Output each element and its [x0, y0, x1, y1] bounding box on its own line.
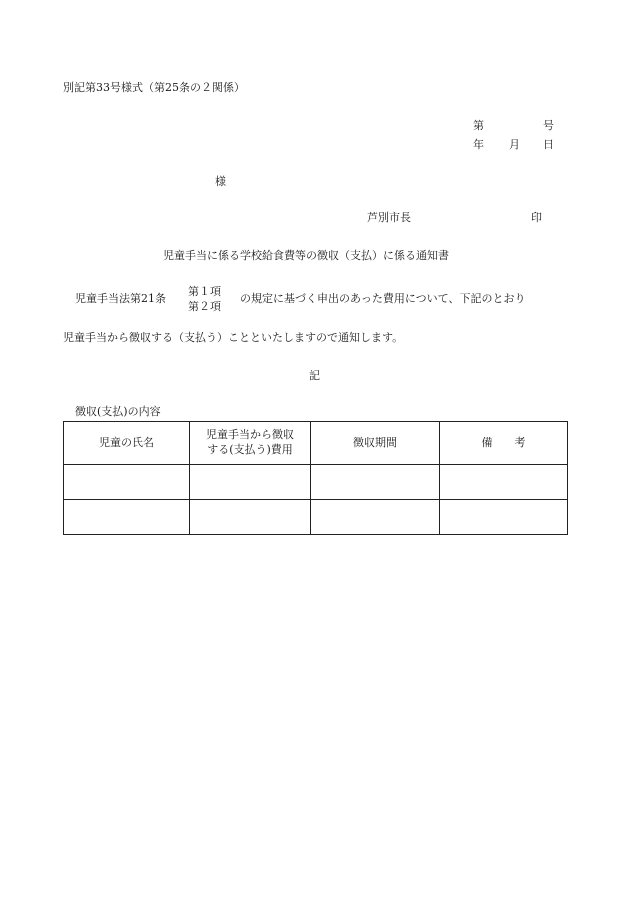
body-line-2: 児童手当から徴収する（支払う）ことといたしますので通知します。: [63, 331, 404, 344]
header-period: 徴収期間: [311, 422, 440, 465]
document-number-prefix: 第: [473, 119, 484, 132]
cell-period: [311, 465, 440, 500]
clause-option-1: 第１項: [188, 285, 221, 298]
table-header-row: [64, 422, 568, 465]
cell-fee: [190, 465, 311, 500]
cell-child-name: [64, 465, 190, 500]
addressee-honorific: 様: [215, 175, 226, 188]
document-number-suffix: 号: [543, 119, 554, 132]
table-row: [64, 500, 568, 535]
header-fee: [190, 422, 311, 465]
document-title: 児童手当に係る学校給食費等の徴収（支払）に係る通知書: [163, 249, 449, 262]
form-reference: 別記第33号様式（第25条の２関係）: [63, 81, 245, 94]
clause-option-2: 第２項: [188, 300, 221, 313]
date-month: 月: [509, 138, 520, 151]
table-row: [64, 465, 568, 500]
sender-title: 芦別市長: [367, 211, 411, 224]
body-law-reference: 児童手当法第21条: [75, 292, 166, 305]
header-child-name: 児童の氏名: [64, 422, 190, 465]
body-line-1: の規定に基づく申出のあった費用について、下記のとおり: [240, 292, 526, 305]
cell-remarks: [440, 500, 568, 535]
cell-fee: [190, 500, 311, 535]
table-caption: 徴収(支払)の内容: [75, 405, 161, 418]
header-remarks: 備 考: [440, 422, 568, 465]
date-year: 年: [473, 138, 484, 151]
header-fee-line-2: する(支払う)費用: [207, 443, 293, 456]
cell-remarks: [440, 465, 568, 500]
header-fee-line-1: 児童手当から徴収: [206, 428, 294, 442]
seal-mark: 印: [531, 211, 542, 224]
ki-heading: 記: [309, 369, 320, 382]
cell-period: [311, 500, 440, 535]
date-day: 日: [543, 138, 554, 151]
cell-child-name: [64, 500, 190, 535]
collection-details-table: [63, 421, 568, 535]
